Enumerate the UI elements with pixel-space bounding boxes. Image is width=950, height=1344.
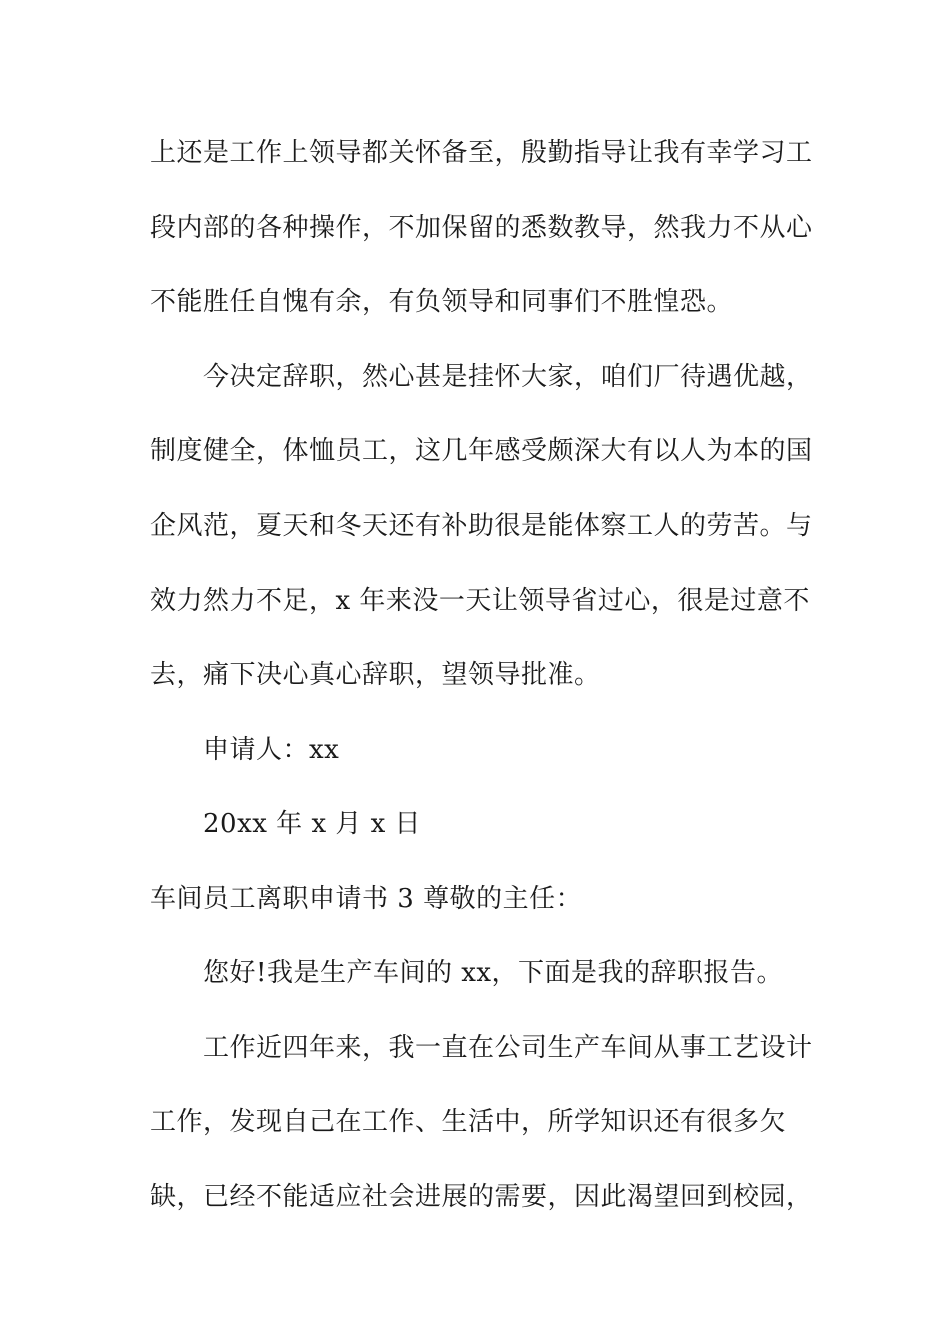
body-text-line: 效力然力不足，x 年来没一天让领导省过心，很是过意不 [150,586,810,616]
paragraph-first-line: 工作近四年来，我一直在公司生产车间从事工艺设计 [203,1033,813,1063]
body-text-line: 段内部的各种操作，不加保留的悉数教导，然我力不从心 [150,213,813,243]
body-text-line: 缺，已经不能适应社会进展的需要，因此渴望回到校园， [150,1182,813,1212]
body-text-line: 去，痛下决心真心辞职，望领导批准。 [150,660,601,690]
body-text-line: 上还是工作上领导都关怀备至，殷勤指导让我有幸学习工 [150,138,813,168]
body-text-line: 不能胜任自愧有余，有负领导和同事们不胜惶恐。 [150,287,734,317]
signature-date: 20xx 年 x 月 x 日 [203,809,422,839]
section-heading: 车间员工离职申请书 3 尊敬的主任： [150,884,583,914]
body-text-line: 制度健全，体恤员工，这几年感受颇深大有以人为本的国 [150,436,813,466]
greeting-line: 您好!我是生产车间的 xx，下面是我的辞职报告。 [203,958,784,988]
applicant-signature: 申请人：xx [203,735,340,765]
body-text-line: 企风范，夏天和冬天还有补助很是能体察工人的劳苦。与 [150,511,813,541]
paragraph-first-line: 今决定辞职，然心甚是挂怀大家，咱们厂待遇优越， [203,362,813,392]
body-text-line: 工作，发现自己在工作、生活中，所学知识还有很多欠 [150,1107,787,1137]
